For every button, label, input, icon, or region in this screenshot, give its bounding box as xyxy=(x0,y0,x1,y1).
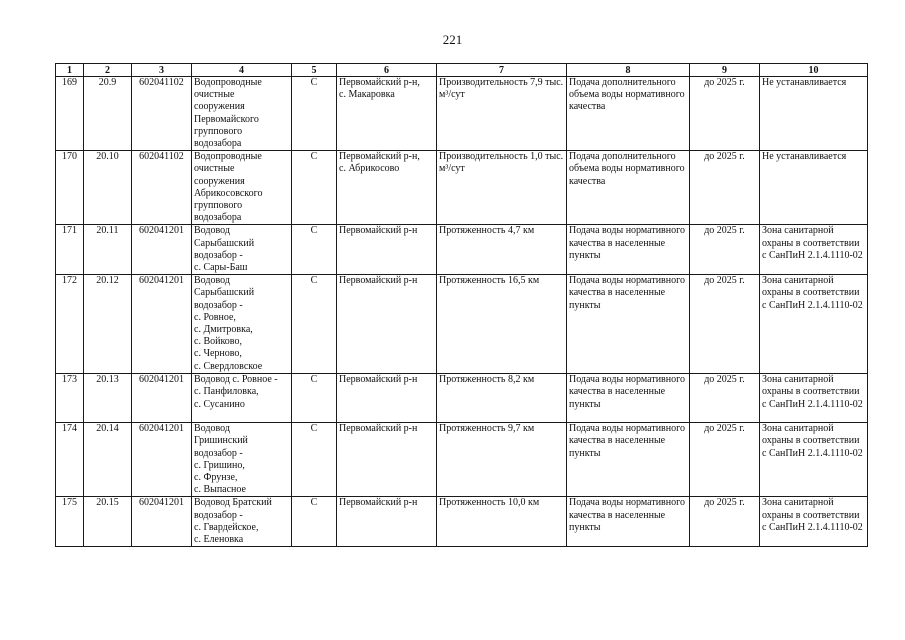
object-status: С xyxy=(292,423,337,497)
object-term: до 2025 г. xyxy=(690,423,760,497)
column-header: 4 xyxy=(192,64,292,77)
row-id: 602041201 xyxy=(132,423,192,497)
object-term: до 2025 г. xyxy=(690,77,760,151)
page-number: 221 xyxy=(442,32,463,47)
object-capacity: Производительность 1,0 тыс. м³/сут xyxy=(437,151,567,225)
object-capacity: Производительность 7,9 тыс. м³/сут xyxy=(437,77,567,151)
column-header: 10 xyxy=(760,64,868,77)
table-row xyxy=(56,225,868,275)
object-zone: Не устанавливается xyxy=(760,77,868,151)
object-zone: Зона санитарной охраны в соответствии с СанПиН 2.1.4.1110-02 xyxy=(760,497,868,547)
object-zone: Зона санитарной охраны в соответствии с СанПиН 2.1.4.1110-02 xyxy=(760,225,868,275)
column-header: 1 xyxy=(56,64,84,77)
object-status: С xyxy=(292,374,337,423)
object-location: Первомайский р-н xyxy=(337,374,437,423)
object-location: Первомайский р-н xyxy=(337,225,437,275)
column-header: 8 xyxy=(567,64,690,77)
object-term: до 2025 г. xyxy=(690,497,760,547)
object-status: С xyxy=(292,151,337,225)
object-location: Первомайский р-н xyxy=(337,497,437,547)
object-name: Водовод Сарыбашский водозабор - с. Сары-Баш xyxy=(192,225,292,275)
row-code: 20.11 xyxy=(84,225,132,275)
object-purpose: Подача воды нормативного качества в населенные пункты xyxy=(567,497,690,547)
object-status: С xyxy=(292,77,337,151)
object-zone: Не устанавливается xyxy=(760,151,868,225)
row-number: 175 xyxy=(56,497,84,547)
object-capacity: Протяженность 4,7 км xyxy=(437,225,567,275)
table-row xyxy=(56,151,868,225)
row-code: 20.13 xyxy=(84,374,132,423)
object-zone: Зона санитарной охраны в соответствии с СанПиН 2.1.4.1110-02 xyxy=(760,374,868,423)
row-id: 602041201 xyxy=(132,275,192,374)
object-purpose: Подача воды нормативного качества в населенные пункты xyxy=(567,374,690,423)
row-number: 173 xyxy=(56,374,84,423)
column-header: 3 xyxy=(132,64,192,77)
row-number: 169 xyxy=(56,77,84,151)
row-code: 20.9 xyxy=(84,77,132,151)
object-location: Первомайский р-н, с. Абрикосово xyxy=(337,151,437,225)
table-row xyxy=(56,275,868,374)
object-purpose: Подача воды нормативного качества в населенные пункты xyxy=(567,275,690,374)
object-name: Водопроводные очистные сооружения Первомайского группового водозабора xyxy=(192,77,292,151)
row-number: 171 xyxy=(56,225,84,275)
object-name: Водовод Гришинский водозабор - с. Гришино, с. Фрунзе, с. Выпасное xyxy=(192,423,292,497)
column-header: 5 xyxy=(292,64,337,77)
row-id: 602041102 xyxy=(132,77,192,151)
column-header: 6 xyxy=(337,64,437,77)
object-capacity: Протяженность 8,2 км xyxy=(437,374,567,423)
row-code: 20.14 xyxy=(84,423,132,497)
column-header: 9 xyxy=(690,64,760,77)
object-name: Водопроводные очистные сооружения Абрикосовского группового водозабора xyxy=(192,151,292,225)
row-code: 20.15 xyxy=(84,497,132,547)
row-id: 602041201 xyxy=(132,225,192,275)
object-term: до 2025 г. xyxy=(690,374,760,423)
object-purpose: Подача воды нормативного качества в населенные пункты xyxy=(567,423,690,497)
object-capacity: Протяженность 16,5 км xyxy=(437,275,567,374)
object-status: С xyxy=(292,225,337,275)
object-name: Водовод Сарыбашский водозабор - с. Ровное, с. Дмитровка, с. Войково, с. Черново, с. Свердловское xyxy=(192,275,292,374)
object-status: С xyxy=(292,275,337,374)
object-name: Водовод Братский водозабор - с. Гвардейское, с. Еленовка xyxy=(192,497,292,547)
row-number: 170 xyxy=(56,151,84,225)
object-zone: Зона санитарной охраны в соответствии с СанПиН 2.1.4.1110-02 xyxy=(760,275,868,374)
object-purpose: Подача дополнительного объема воды нормативного качества xyxy=(567,151,690,225)
row-number: 172 xyxy=(56,275,84,374)
registry-table xyxy=(55,63,868,547)
object-location: Первомайский р-н xyxy=(337,275,437,374)
table-row xyxy=(56,77,868,151)
table-row xyxy=(56,423,868,497)
object-name: Водовод с. Ровное - с. Панфиловка, с. Сусанино xyxy=(192,374,292,423)
object-term: до 2025 г. xyxy=(690,275,760,374)
object-location: Первомайский р-н xyxy=(337,423,437,497)
column-header: 2 xyxy=(84,64,132,77)
object-capacity: Протяженность 10,0 км xyxy=(437,497,567,547)
header-row xyxy=(56,64,868,77)
table-row xyxy=(56,497,868,547)
row-code: 20.12 xyxy=(84,275,132,374)
object-purpose: Подача воды нормативного качества в населенные пункты xyxy=(567,225,690,275)
row-id: 602041201 xyxy=(132,374,192,423)
object-status: С xyxy=(292,497,337,547)
row-number: 174 xyxy=(56,423,84,497)
object-purpose: Подача дополнительного объема воды нормативного качества xyxy=(567,77,690,151)
object-term: до 2025 г. xyxy=(690,151,760,225)
object-location: Первомайский р-н, с. Макаровка xyxy=(337,77,437,151)
row-code: 20.10 xyxy=(84,151,132,225)
object-zone: Зона санитарной охраны в соответствии с СанПиН 2.1.4.1110-02 xyxy=(760,423,868,497)
object-term: до 2025 г. xyxy=(690,225,760,275)
column-header: 7 xyxy=(437,64,567,77)
row-id: 602041201 xyxy=(132,497,192,547)
row-id: 602041102 xyxy=(132,151,192,225)
object-capacity: Протяженность 9,7 км xyxy=(437,423,567,497)
table-row xyxy=(56,374,868,423)
